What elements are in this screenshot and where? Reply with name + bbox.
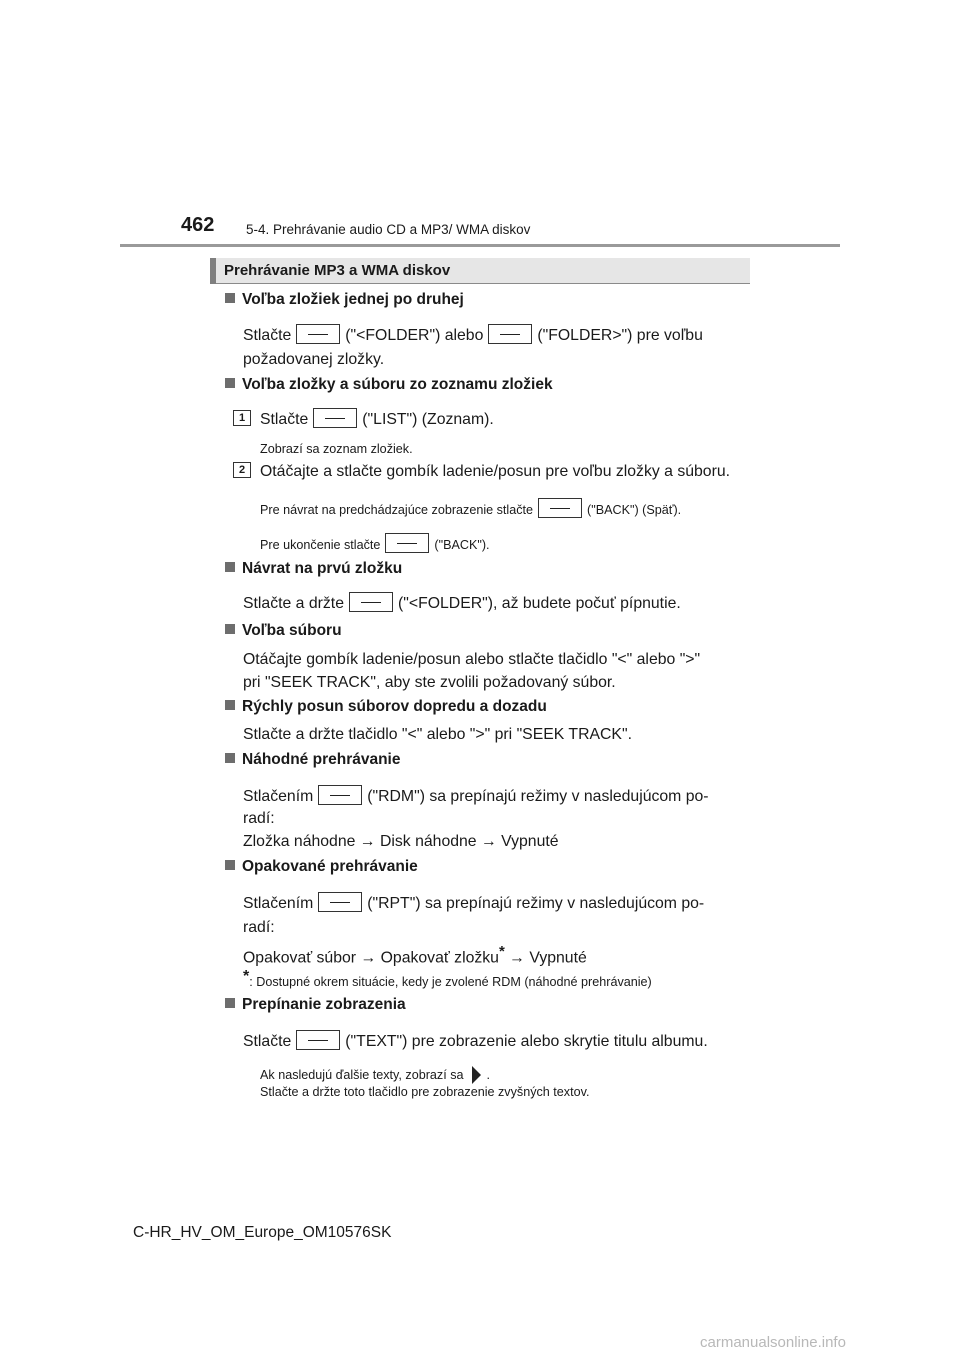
step-number-1: 1 — [233, 410, 251, 426]
folder-prev-button-icon — [349, 592, 393, 612]
square-bullet-icon — [225, 624, 235, 634]
square-bullet-icon — [225, 293, 235, 303]
paragraph: Stlačením ("RDM") sa prepínajú režimy v nasledujúcom po- — [243, 785, 745, 809]
note: Stlačte a držte toto tlačidlo pre zobrazenie zvyšných textov. — [260, 1085, 590, 1099]
header-rule — [120, 244, 840, 247]
paragraph-line: radí: — [243, 919, 275, 936]
heading-fast-forward: Rýchly posun súborov dopredu a dozadu — [225, 698, 547, 716]
step-2-text: Otáčajte a stlačte gombík ladenie/posun pre voľbu zložky a súboru. — [260, 463, 731, 480]
note: Pre ukončenie stlačte ("BACK"). — [260, 533, 490, 553]
note: Zobrazí sa zoznam zložiek. — [260, 442, 413, 456]
step-1-text: Stlačte ("LIST") (Zoznam). — [260, 408, 762, 432]
paragraph-line: pri "SEEK TRACK", aby ste zvolili požadovaný súbor. — [243, 674, 616, 691]
watermark: carmanualsonline.info — [700, 1334, 846, 1351]
section-header — [210, 258, 750, 284]
back-button-icon — [538, 498, 582, 518]
folder-next-button-icon — [488, 324, 532, 344]
section-accent — [210, 258, 216, 284]
folder-prev-button-icon — [296, 324, 340, 344]
paragraph: Stlačením ("RPT") sa prepínajú režimy v nasledujúcom po- — [243, 892, 745, 916]
rpt-button-icon — [318, 892, 362, 912]
paragraph-line: radí: — [243, 810, 275, 827]
square-bullet-icon — [225, 562, 235, 572]
footnote: *: Dostupné okrem situácie, kedy je zvolené RDM (náhodné prehrávanie) — [243, 968, 652, 990]
rdm-button-icon — [318, 785, 362, 805]
heading-folder-select: Voľba zložiek jednej po druhej — [225, 291, 464, 309]
paragraph: Stlačte a držte ("<FOLDER"), až budete počuť pípnutie. — [243, 592, 745, 616]
paragraph: Stlačte ("<FOLDER") alebo ("FOLDER>") pre voľbu — [243, 324, 745, 348]
square-bullet-icon — [225, 998, 235, 1008]
footer-doc-id: C-HR_HV_OM_Europe_OM10576SK — [133, 1224, 392, 1241]
page-number: 462 — [181, 214, 215, 236]
list-button-icon — [313, 408, 357, 428]
section-title: Prehrávanie MP3 a WMA diskov — [224, 262, 451, 279]
note: Pre návrat na predchádzajúce zobrazenie stlačte ("BACK") (Späť). — [260, 498, 681, 518]
text-button-icon — [296, 1030, 340, 1050]
heading-random: Náhodné prehrávanie — [225, 751, 401, 769]
paragraph-line: Stlačte a držte tlačidlo "<" alebo ">" pri "SEEK TRACK". — [243, 726, 632, 743]
step-number-2: 2 — [233, 462, 251, 478]
paragraph-line: požadovanej zložky. — [243, 351, 385, 368]
paragraph-line: Otáčajte gombík ladenie/posun alebo stlačte tlačidlo "<" alebo ">" — [243, 651, 701, 668]
square-bullet-icon — [225, 378, 235, 388]
back-button-icon — [385, 533, 429, 553]
square-bullet-icon — [225, 860, 235, 870]
note: Ak nasledujú ďalšie texty, zobrazí sa . — [260, 1068, 491, 1082]
heading-display: Prepínanie zobrazenia — [225, 996, 406, 1014]
right-arrow-icon — [472, 1066, 481, 1084]
paragraph-line: Opakovať súbor → Opakovať zložku* → Vypnuté — [243, 943, 587, 967]
square-bullet-icon — [225, 753, 235, 763]
paragraph: Stlačte ("TEXT") pre zobrazenie alebo skrytie titulu albumu. — [243, 1030, 745, 1054]
chapter-title: 5-4. Prehrávanie audio CD a MP3/ WMA diskov — [246, 222, 531, 237]
heading-file-select: Voľba súboru — [225, 622, 342, 640]
square-bullet-icon — [225, 700, 235, 710]
paragraph-line: Zložka náhodne → Disk náhodne → Vypnuté — [243, 833, 559, 850]
heading-first-folder: Návrat na prvú zložku — [225, 560, 402, 578]
heading-repeat: Opakované prehrávanie — [225, 858, 418, 876]
heading-folder-list: Voľba zložky a súboru zo zoznamu zložiek — [225, 376, 553, 394]
